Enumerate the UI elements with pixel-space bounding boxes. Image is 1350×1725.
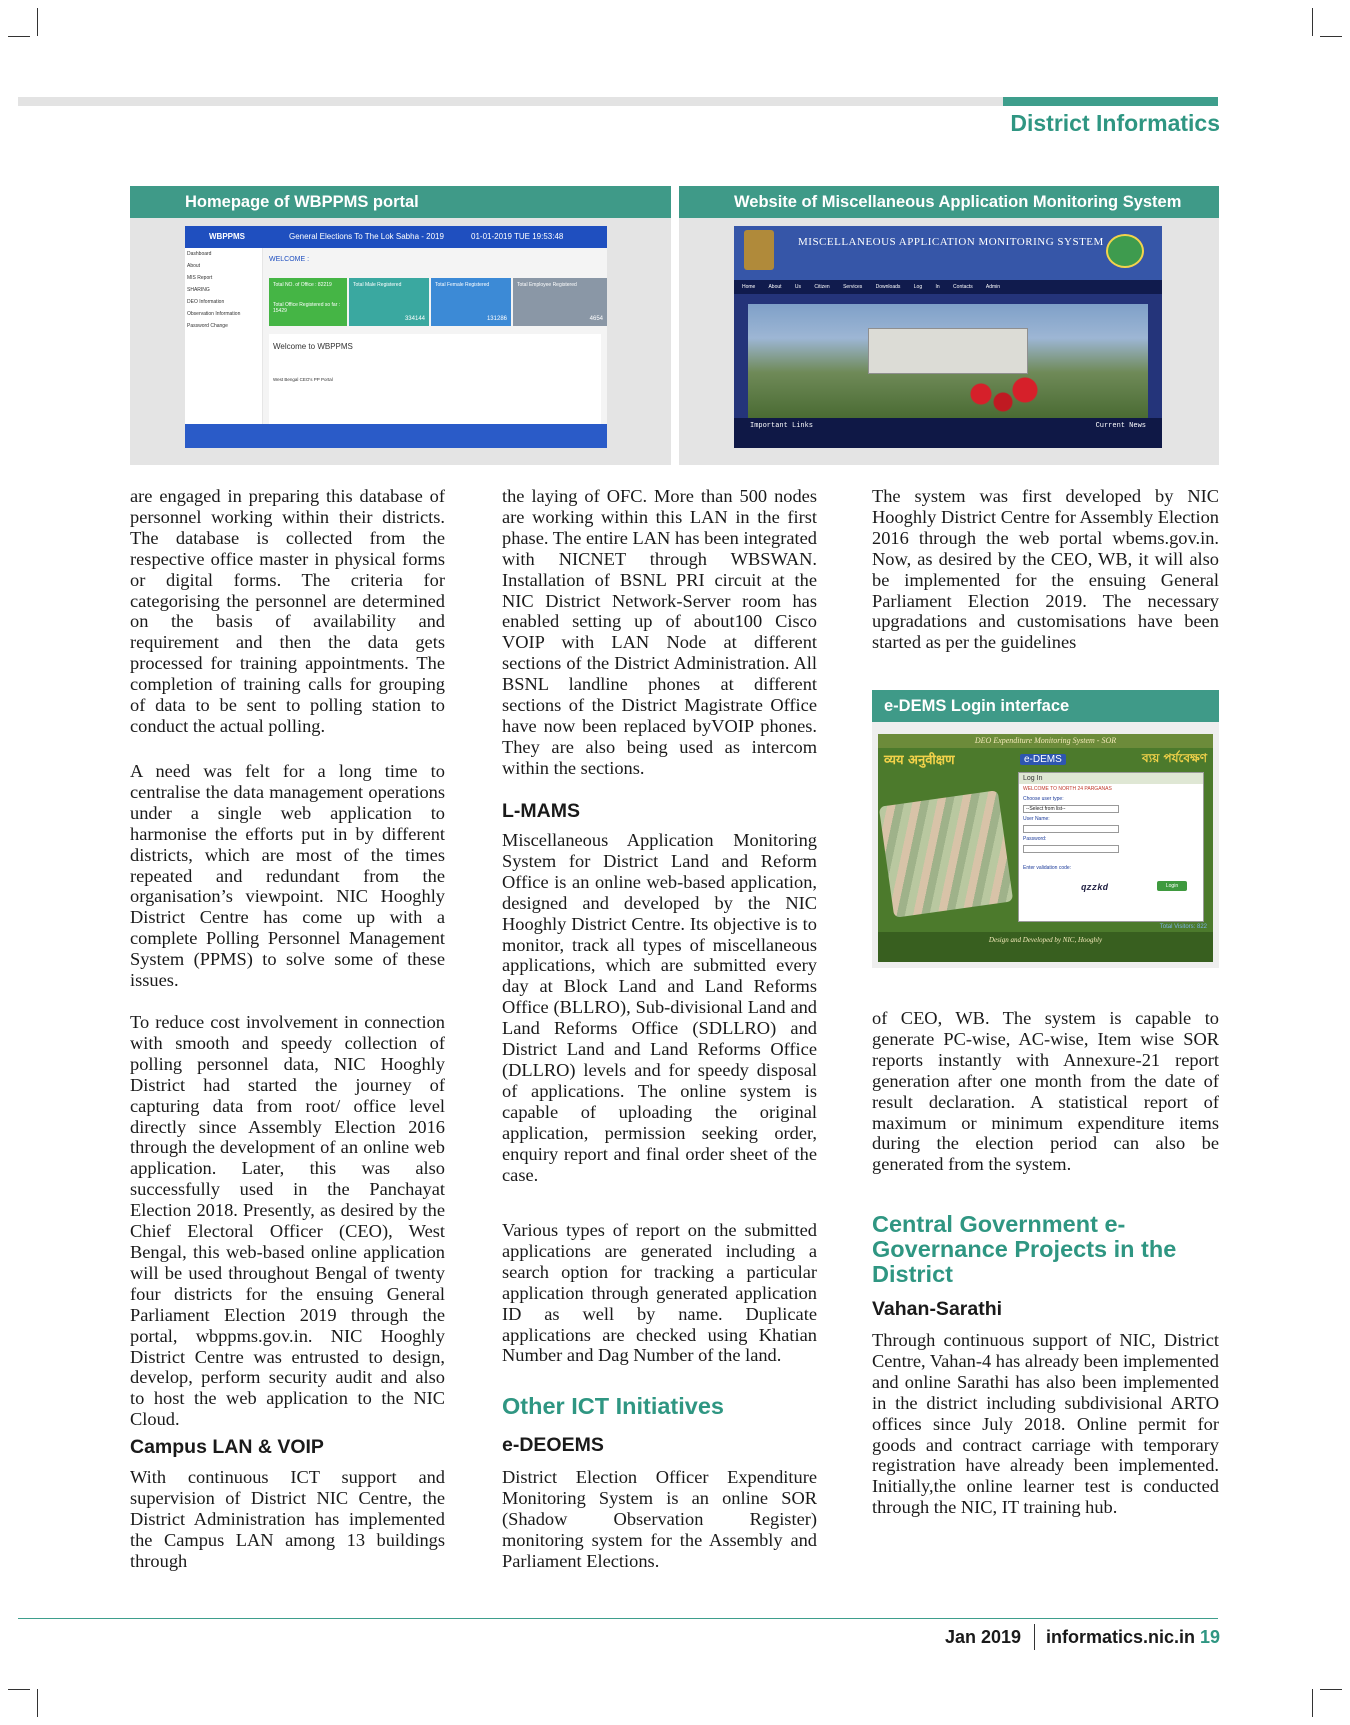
edems-login-form: [1018, 772, 1204, 922]
footer-rule: [18, 1618, 1218, 1619]
wbppms-tile: [431, 278, 511, 326]
national-emblem-icon: [744, 230, 774, 270]
wbppms-sidebar-item: SHARING: [187, 287, 210, 293]
heading-l-mams: L-MAMS: [502, 800, 580, 822]
wbppms-sidebar-item: Dashboard: [187, 251, 212, 257]
wbppms-tile-label: Total NO. of Office : 82219: [273, 282, 332, 288]
district-logo-icon: [1106, 234, 1144, 268]
footer-separator: [1034, 1624, 1035, 1650]
wbppms-box-sub: West Bengal CEO's PP Portal: [273, 377, 333, 382]
figure-wbppms: [130, 186, 671, 465]
office-building-photo: [748, 304, 1148, 418]
crop-mark: [1312, 1689, 1313, 1717]
edems-welcome: WELCOME TO NORTH 24 PARGANAS: [1023, 786, 1112, 792]
flowers-shape: [948, 374, 1058, 414]
col1-para-4: With continuous ICT support and supervision of District NIC Centre, the District Administration has implemented the Campus LAN among 13 buildings through: [130, 1467, 445, 1571]
wbppms-tile-value: 4654: [589, 316, 603, 322]
wbppms-tile-label: Total Female Registered: [435, 282, 490, 288]
wbppms-sidebar: [185, 248, 263, 448]
heading-e-deoems: e-DEOEMS: [502, 1434, 604, 1456]
edems-hindi-label: व्यय अनुवीक्षण: [884, 753, 955, 768]
figure-caption-bar: [679, 186, 1219, 218]
mams-nav: Home About Us Citizen Services Downloads Log In Contacts Admin: [734, 280, 1162, 294]
wbppms-datetime: 01-01-2019 TUE 19:53:48: [471, 232, 564, 241]
mams-links-bar: [734, 418, 1162, 448]
wbppms-tile: [349, 278, 429, 326]
figure-caption-bar: [130, 186, 671, 218]
crop-mark: [8, 1689, 30, 1690]
col1-para-1: are engaged in preparing this database of personnel working within their districts. The database is collected from the respective office master in physical forms or digital forms. The criteria for categorising the personnel are determined on the basis of availability and requirement and then the data gets processed for training appointments. The completion of training calls for grouping of data to be sent to polling station to conduct the actual polling.: [130, 486, 445, 736]
edems-login-button[interactable]: Login: [1157, 881, 1187, 891]
crop-mark: [1320, 1689, 1342, 1690]
wbppms-screenshot: [185, 226, 607, 448]
wbppms-tile: [513, 278, 607, 326]
page-number: 19: [1200, 1627, 1221, 1647]
edems-form-title: Log In: [1019, 773, 1203, 784]
wbppms-tile: [269, 278, 347, 326]
wbppms-sidebar-item: MIS Report: [187, 275, 213, 281]
edems-user-type-label: Choose user type:: [1023, 796, 1064, 802]
wbppms-sidebar-item: Password Change: [187, 323, 228, 329]
wbppms-brand: WBPPMS: [209, 232, 245, 241]
footer-date: Jan 2019: [945, 1627, 1022, 1647]
mams-title: MISCELLANEOUS APPLICATION MONITORING SYSTEM: [798, 236, 1104, 248]
heading-campus-lan: Campus LAN & VOIP: [130, 1436, 324, 1458]
crop-mark: [8, 36, 30, 37]
edems-screenshot: [878, 734, 1213, 962]
wbppms-main: [263, 248, 607, 448]
col1-para-3: To reduce cost involvement in connection with smooth and speedy collection of polling personnel data, NIC Hooghly District had started the journey of capturing data from root/ office level directly since Assembly Election 2016 through the development of an online web application. Later, this was also successfully used in the Panchayat Election 2018. Presently, as desired by the Chief Electoral Officer (CEO), West Bengal, this web-based online application will be used throughout Bengal of twenty four districts for the ensuing General Parliament Election 2019 through the portal, wbppms.gov.in. NIC Hooghly District Centre was entrusted to design, develop, perform security audit and also to host the web application to the NIC Cloud.: [130, 1012, 445, 1430]
col2-para-3: Various types of report on the submitted applications are generated including a search option for tracking a particular application through generated application ID as well by name. Duplicate applications are checked using Khatian Number and Dag Number of the land.: [502, 1220, 817, 1366]
crop-mark: [1312, 8, 1313, 36]
wbppms-topbar-title: General Elections To The Lok Sabha - 2019: [289, 232, 444, 241]
mams-important-links: Important Links: [750, 422, 814, 430]
crop-mark: [37, 8, 38, 36]
wbppms-topbar: [185, 226, 607, 248]
edems-visitors: Total Visitors: 822: [1159, 924, 1207, 930]
col3-para-3: Through continuous support of NIC, District Centre, Vahan-4 has already been implemented and online Sarathi has also been implemented in the district including subdivisional ARTO offices since July 2018. Online permit for goods and contract carriage with temporary registration have already been implemented. Initially,the online learner test is conducted through the NIC, IT training hub.: [872, 1330, 1219, 1518]
wbppms-sidebar-item: About: [187, 263, 201, 269]
edems-username-label: User Name:: [1023, 816, 1050, 822]
header-rule: [18, 97, 1218, 106]
col2-para-1: the laying of OFC. More than 500 nodes are working within this LAN in the first phase. The entire LAN has been integrated with NICNET through WBSWAN. Installation of BSNL PRI circuit at the NIC District Network-Server room has enabled setting up of about100 Cisco VOIP with LAN Node at different sections of the District Administration. All BSNL landline phones at different sections of the District Magistrate Office have now been replaced byVOIP phones. They are also being used as intercom within the sections.: [502, 486, 817, 778]
col3-para-1: The system was first developed by NIC Hooghly District Centre for Assembly Election 2016 through the web portal wbems.gov.in. Now, as desired by the CEO, WB, it will also be implemented for the ensuing General Parliament Election 2019. The necessary upgradations and customisations have been started as per the guidelines: [872, 486, 1219, 653]
edems-captcha-label: Enter validation code:: [1023, 865, 1072, 871]
currency-notes-image: [879, 790, 1013, 918]
edems-bengali-label: ব্যয় পর্যবেক্ষণ: [1142, 751, 1207, 765]
edems-user-type-select[interactable]: --Select from list--: [1023, 805, 1119, 813]
col3-para-2: of CEO, WB. The system is capable to generate PC-wise, AC-wise, Item wise SOR reports instantly with Annexure-21 report generation after one month from the date of result declaration. A statistical report of maximum or minimum expenditure items during the election period can also be generated from the system.: [872, 1008, 1219, 1175]
wbppms-welcome: WELCOME :: [269, 256, 310, 263]
figure-edems: [872, 690, 1219, 968]
heading-other-ict: Other ICT Initiatives: [502, 1393, 724, 1419]
wbppms-sidebar-item: DEO Information: [187, 299, 225, 305]
wbppms-tile-label: Total Employee Registered: [517, 282, 577, 288]
figure-mams: [679, 186, 1219, 465]
figure-caption: e-DEMS Login interface: [872, 690, 1219, 722]
building-shape: [868, 328, 1028, 374]
edems-banner: DEO Expenditure Monitoring System - SOR: [878, 734, 1213, 748]
wbppms-footer: [185, 424, 607, 448]
edems-brand: e-DEMS: [1020, 754, 1066, 765]
wbppms-tile-sub: Total Office Registered so far : 15429: [273, 302, 341, 314]
mams-header: [734, 226, 1162, 280]
col2-para-4: District Election Officer Expenditure Monitoring System is an online SOR (Shadow Observation Register) monitoring system for the Assembly and Parliament Elections.: [502, 1467, 817, 1571]
mams-current-news: Current News: [1095, 422, 1146, 430]
wbppms-welcome-box: [269, 334, 601, 426]
edems-password-input[interactable]: [1023, 845, 1119, 853]
section-title: District Informatics: [1010, 110, 1220, 136]
wbppms-box-heading: Welcome to WBPPMS: [273, 342, 353, 351]
mams-screenshot: [734, 226, 1162, 448]
edems-password-label: Password:: [1023, 836, 1047, 842]
footer-site: informatics.nic.in: [1046, 1627, 1196, 1647]
figure-caption: Website of Miscellaneous Application Monitoring System: [734, 193, 1182, 211]
header-rule-accent: [1003, 97, 1218, 106]
edems-captcha: qzzkd: [1081, 883, 1109, 893]
wbppms-tile-value: 334144: [404, 316, 425, 322]
figure-caption: Homepage of WBPPMS portal: [185, 193, 419, 211]
crop-mark: [37, 1689, 38, 1717]
heading-central-gov: Central Government e-Governance Projects in the District: [872, 1211, 1177, 1287]
col2-para-2: Miscellaneous Application Monitoring System for District Land and Reform Office is an online web-based application, designed and developed by the NIC Hooghly District Centre. Its objective is to monitor, track all types of miscellaneous applications, which are submitted every day at Block Land and Land Reforms Office (BLLRO), Sub-divisional Land and Land Reforms Office (SDLLRO) and District Land and Land Reforms Office (DLLRO) levels and for speedy disposal of applications. The online system is capable of uploading the original application, permission seeking order, enquiry report and final order sheet of the case.: [502, 830, 817, 1185]
heading-vahan-sarathi: Vahan-Sarathi: [872, 1298, 1003, 1320]
edems-username-input[interactable]: [1023, 825, 1119, 833]
crop-mark: [1320, 36, 1342, 37]
wbppms-sidebar-item: Observation Information: [187, 311, 241, 317]
col1-para-2: A need was felt for a long time to centralise the data management operations under a single web application to harmonise the efforts put in by different districts, which are most of the times repeated and redundant from the organisation’s viewpoint. NIC Hooghly District Centre has come up with a complete Polling Personnel Management System (PPMS) to solve some of these issues.: [130, 761, 445, 991]
wbppms-tile-label: Total Male Registered: [353, 282, 402, 288]
edems-footer: Design and Developed by NIC, Hooghly: [878, 932, 1213, 962]
wbppms-tile-value: 131286: [486, 316, 507, 322]
